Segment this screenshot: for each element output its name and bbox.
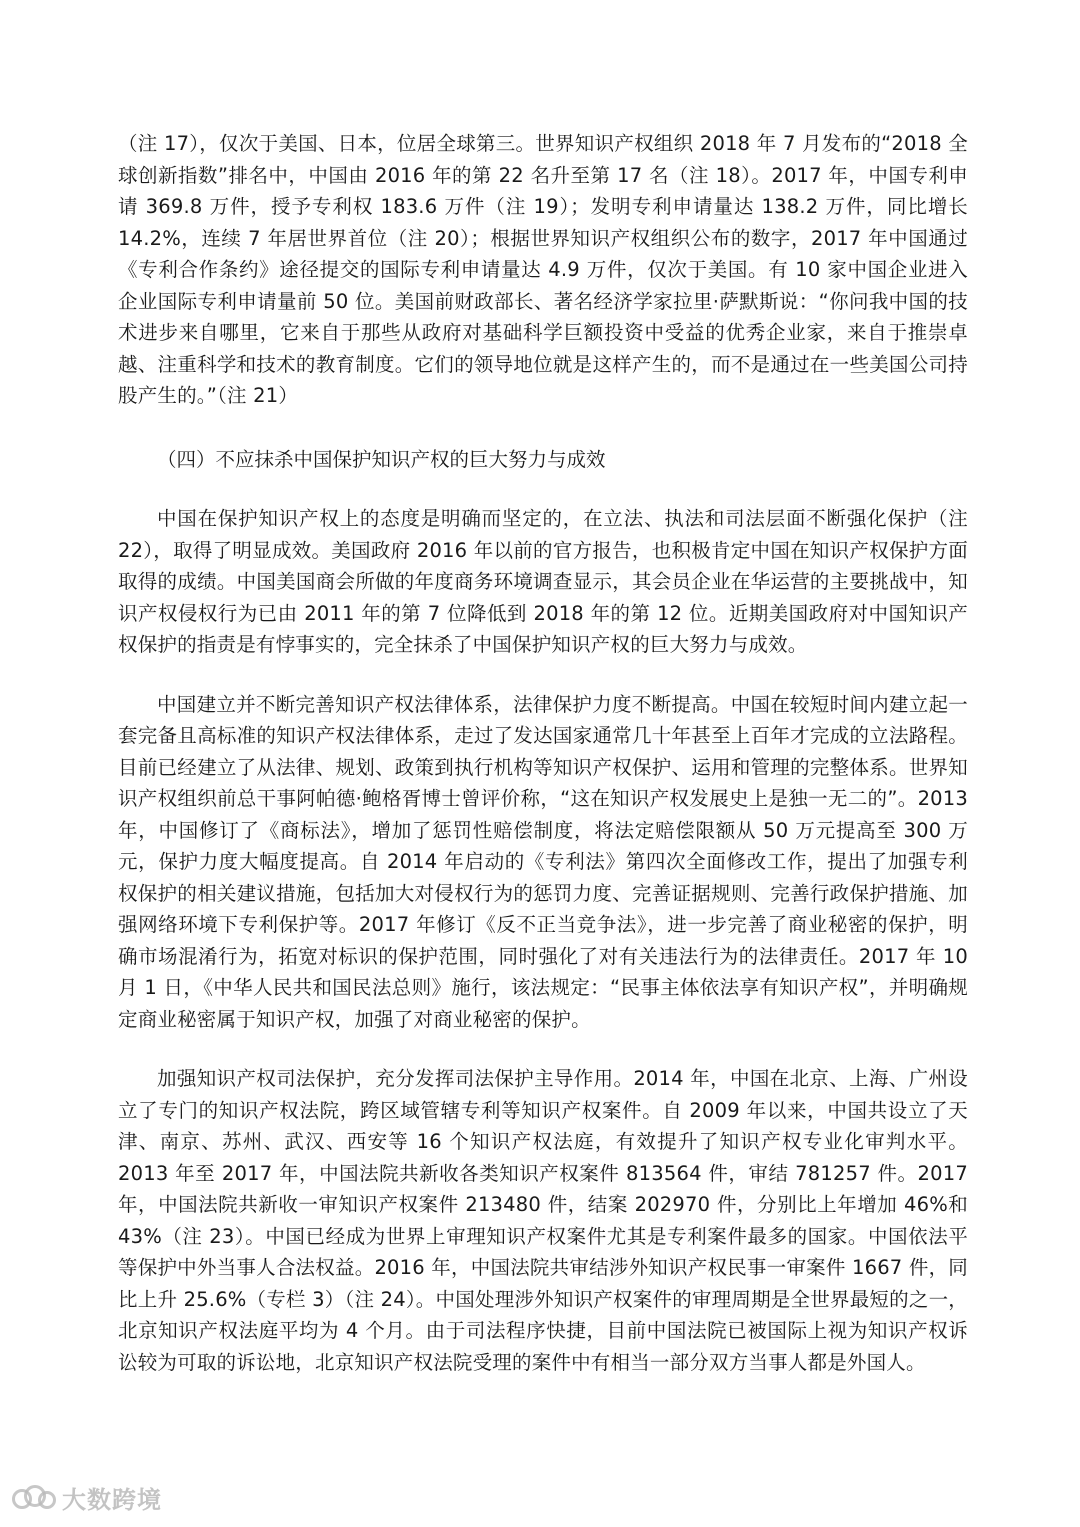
paragraph-innovation-ranking: （注 17），仅次于美国、日本，位居全球第三。世界知识产权组织 2018 年 7 月发布的“2018 全球创新指数”排名中，中国由 2016 年的第 22 名升至第 17 名（注 18）。2017 年，中国专利申请 369.8 万件，授予专利权 183.6 万件（注 19）；发明专利申请量达 138.2 万件，同比增长 14.2%，连续 7 年居世界首位（注 20）；根据世界知识产权组织公布的数字，2017 年中国通过《专利合作条约》途径提交的国际专利申请量达 4.9 万件，仅次于美国。有 10 家中国企业进入企业国际专利申请量前 50 位。美国前财政部长、著名经济学家拉里·萨默斯说：“你问我中国的技术进步来自哪里，它来自于那些从政府对基础科学巨额投资中受益的优秀企业家，来自于推崇卓越、注重科学和技术的教育制度。它们的领导地位就是这样产生的，而不是通过在一些美国公司持股产生的。”（注 21）: [118, 132, 968, 407]
paragraph-legal-system: 中国建立并不断完善知识产权法律体系，法律保护力度不断提高。中国在较短时间内建立起一套完备且高标准的知识产权法律体系，走过了发达国家通常几十年甚至上百年才完成的立法路程。目前已经建立了从法律、规划、政策到执行机构等知识产权保护、运用和管理的完整体系。世界知识产权组织前总干事阿帕德·鲍格胥博士曾评价称，“这在知识产权发展史上是独一无二的”。2013 年，中国修订了《商标法》，增加了惩罚性赔偿制度，将法定赔偿限额从 50 万元提高至 300 万元，保护力度大幅度提高。自 2014 年启动的《专利法》第四次全面修改工作，提出了加强专利权保护的相关建议措施，包括加大对侵权行为的惩罚力度、完善证据规则、完善行政保护措施、加强网络环境下专利保护等。2017 年修订《反不正当竞争法》，进一步完善了商业秘密的保护，明确市场混淆行为，拓宽对标识的保护范围，同时强化了对有关违法行为的法律责任。2017 年 10 月 1 日，《中华人民共和国民法总则》施行，该法规定：“民事主体依法享有知识产权”，并明确规定商业秘密属于知识产权，加强了对商业秘密的保护。: [118, 692, 968, 1031]
watermark: [12, 1477, 162, 1517]
section-heading-ip-protection: （四）不应抹杀中国保护知识产权的巨大努力与成效: [157, 447, 606, 471]
paragraph-judicial-protection: 加强知识产权司法保护，充分发挥司法保护主导作用。2014 年，中国在北京、上海、广州设立了专门的知识产权法院，跨区域管辖专利等知识产权案件。自 2009 年以来，中国共设立了天津、南京、苏州、武汉、西安等 16 个知识产权法庭，有效提升了知识产权专业化审判水平。2013 年至 2017 年，中国法院共新收各类知识产权案件 813564 件，审结 781257 件。2017 年，中国法院共新收一审知识产权案件 213480 件，结案 202970 件，分别比上年增加 46%和 43%（注 23）。中国已经成为世界上审理知识产权案件尤其是专利案件最多的国家。中国依法平等保护中外当事人合法权益。2016 年，中国法院共审结涉外知识产权民事一审案件 1667 件，同比上升 25.6%（专栏 3）（注 24）。中国处理涉外知识产权案件的审理周期是全世界最短的之一，北京知识产权法庭平均为 4 个月。由于司法程序快捷，目前中国法院已被国际上视为知识产权诉讼较为可取的诉讼地，北京知识产权法院受理的案件中有相当一部分双方当事人都是外国人。: [118, 1067, 968, 1374]
watermark-text: 大数跨境: [62, 1485, 162, 1514]
paragraph-protection-stance: 中国在保护知识产权上的态度是明确而坚定的，在立法、执法和司法层面不断强化保护（注 22），取得了明显成效。美国政府 2016 年以前的官方报告，也积极肯定中国在知识产权保护方面取得的成绩。中国美国商会所做的年度商务环境调查显示，其会员企业在华运营的主要挑战中，知识产权侵权行为已由 2011 年的第 7 位降低到 2018 年的第 12 位。近期美国政府对中国知识产权保护的指责是有悖事实的，完全抹杀了中国保护知识产权的巨大努力与成效。: [118, 507, 968, 656]
weibo-circles-icon: [12, 1483, 56, 1511]
document-body: [118, 128, 968, 1406]
